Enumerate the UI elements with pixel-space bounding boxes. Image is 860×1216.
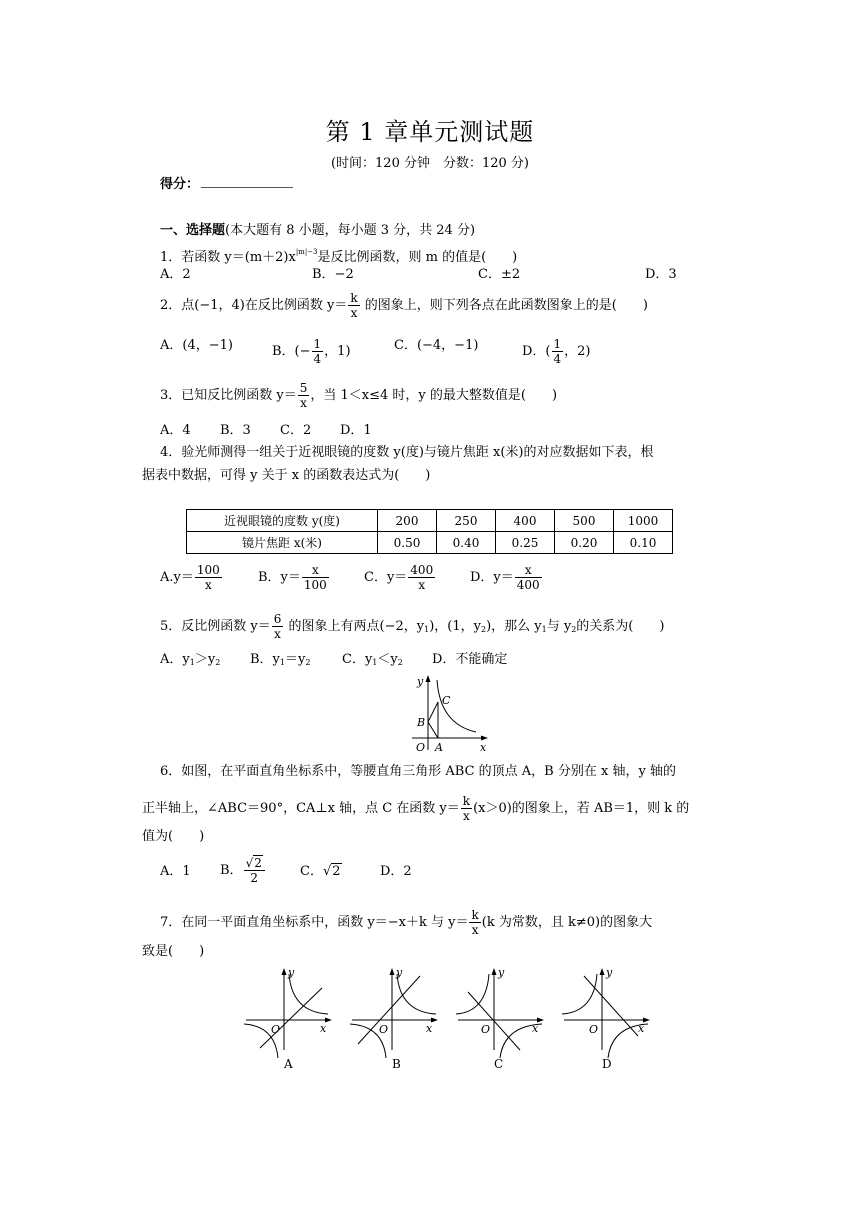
q6-opt-c-pre: C． [300, 864, 323, 879]
origin-label: O [481, 1023, 491, 1036]
q7-graph-a[interactable] [242, 962, 338, 1072]
q5-option-a[interactable] [160, 651, 220, 672]
q7-text-a: 7．在同一平面直角坐标系中，函数 y＝−x＋k 与 y＝ [160, 915, 469, 930]
q2-fraction [348, 291, 359, 320]
data-table [186, 509, 673, 554]
q4-opt-a-fraction [195, 563, 222, 592]
q3-option-c[interactable]: C．2 [280, 423, 312, 438]
score-label: 得分： [160, 177, 200, 192]
origin-label: O [271, 1023, 281, 1036]
q4-option-d[interactable] [470, 563, 543, 592]
q7-frac-den: x [471, 923, 479, 937]
q4-option-b[interactable] [258, 563, 330, 592]
point-a-label: A [435, 741, 443, 754]
q2-opt-b-num: 1 [313, 337, 322, 351]
line-graph [260, 988, 322, 1048]
hyperbola-branch [456, 974, 489, 1014]
q6-option-a[interactable]: A．1 [160, 864, 191, 879]
table-cell: 0.40 [437, 532, 496, 554]
q2-text-a: 2．点(−1，4)在反比例函数 y＝ [160, 298, 348, 313]
q5-sub: 1 [189, 658, 195, 667]
page-title: 第 1 章单元测试题 [325, 118, 535, 146]
q6-opt-b-num: √2 [244, 856, 265, 871]
q3-frac-num: 5 [299, 381, 308, 395]
q7-graph-d[interactable] [560, 962, 656, 1072]
x-axis-label: x [320, 1022, 327, 1035]
q2-opt-b-den: 4 [313, 352, 322, 366]
q3-text-a: 3．已知反比例函数 y＝ [160, 388, 297, 403]
q2-opt-d-post: ，2) [564, 344, 591, 359]
q5-text-a: 5．反比例函数 y＝ [160, 619, 271, 634]
q2-option-b[interactable] [272, 337, 351, 366]
q7-fraction [469, 908, 480, 937]
question-5-stem [160, 612, 664, 641]
q5-sub: 2 [571, 625, 577, 634]
table-cell: 250 [437, 510, 496, 532]
q7-graph-b[interactable] [348, 962, 444, 1072]
question-6-line3: 值为( ) [142, 829, 205, 844]
q5-text-d: )，那么 y [486, 619, 542, 634]
table-cell: 500 [555, 510, 614, 532]
graph-label: D [602, 1057, 612, 1071]
question-7-line2: 致是( ) [142, 944, 205, 959]
q5-opt-text: C．y [342, 652, 373, 667]
q5-sub: 2 [215, 658, 221, 667]
q5-sub: 1 [372, 658, 378, 667]
table-row-label: 镜片焦距 x(米) [187, 532, 378, 554]
y-axis-label: y [288, 966, 295, 979]
q2-frac-num: k [350, 291, 358, 305]
y-axis-arrow [600, 968, 605, 975]
question-6-line1: 6．如图，在平面直角坐标系中，等腰直角三角形 ABC 的顶点 A，B 分别在 x 轴，y 轴的 [160, 764, 676, 779]
origin-label: O [379, 1023, 389, 1036]
x-axis-label: x [480, 741, 487, 754]
table-cell: 0.25 [496, 532, 555, 554]
graph-label: C [494, 1057, 504, 1071]
table-cell: 0.20 [555, 532, 614, 554]
q4-opt-b-pre: B．y＝ [258, 570, 301, 585]
graph-label: A [284, 1057, 293, 1071]
q6-opt-b-fraction [244, 856, 265, 885]
q3-text-b: ，当 1＜x≤4 时，y 的最大整数值是( ) [310, 388, 558, 403]
q1-exponent: |m|−3 [295, 248, 318, 256]
q4-opt-c-pre: C．y＝ [364, 570, 408, 585]
q5-frac-num: 6 [273, 612, 282, 626]
q2-opt-d-num: 1 [553, 337, 562, 351]
q6-figure [404, 672, 496, 756]
q4-opt-c-den: x [418, 578, 426, 592]
q4-opt-a-pre: A.y＝ [160, 570, 194, 585]
q6-opt-b-den: 2 [250, 871, 259, 885]
score-field [160, 176, 293, 194]
q5-sub: 2 [305, 658, 311, 667]
table-row-label: 近视眼镜的度数 y(度) [187, 510, 378, 532]
q5-option-b[interactable] [250, 651, 310, 672]
q6-text-a: 正半轴上，∠ABC＝90°，CA⊥x 轴，点 C 在函数 y＝ [142, 801, 460, 816]
q6-option-b[interactable] [220, 856, 266, 885]
table-cell: 200 [378, 510, 437, 532]
q7-frac-num: k [471, 908, 479, 922]
q5-sub: 2 [397, 658, 403, 667]
x-axis-label: x [532, 1022, 539, 1035]
y-axis-arrow [426, 675, 431, 682]
q4-option-c[interactable] [364, 563, 436, 592]
q5-option-c[interactable] [342, 651, 403, 672]
q2-option-c[interactable]: C．(−4，−1) [394, 338, 479, 353]
origin-label: O [589, 1023, 599, 1036]
q6-frac-den: x [463, 809, 470, 823]
question-7-line1 [160, 908, 652, 937]
exam-info: (时间：120 分钟 分数：120 分) [330, 156, 530, 171]
q6-frac-num: k [462, 794, 471, 808]
q4-opt-c-fraction [408, 563, 435, 592]
radicand: 2 [254, 856, 262, 870]
table-row [187, 532, 673, 554]
point-b-label: B [417, 716, 426, 729]
y-axis-arrow [282, 968, 287, 975]
y-axis-arrow [390, 968, 395, 975]
q1-option-c[interactable]: C．±2 [478, 267, 521, 282]
x-axis-label: x [426, 1022, 433, 1035]
y-axis-label: y [396, 966, 403, 979]
table-cell: 0.50 [378, 532, 437, 554]
question-4-line1: 4．验光师测得一组关于近视眼镜的度数 y(度)与镜片焦距 x(米)的对应数据如下表，根 [160, 445, 654, 460]
x-axis-label: x [638, 1022, 645, 1035]
q2-text-b: 的图象上，则下列各点在此函数图象上的是( ) [360, 298, 648, 313]
q4-opt-d-pre: D．y＝ [470, 570, 514, 585]
q6-opt-b-pre: B． [220, 863, 243, 878]
score-blank [201, 177, 293, 188]
q5-sub: 1 [541, 625, 547, 634]
table-cell: 0.10 [614, 532, 673, 554]
y-axis-label: y [417, 675, 424, 688]
question-1-stem [160, 243, 517, 267]
x-axis-arrow [481, 736, 488, 741]
point-c-label: C [442, 694, 451, 707]
q4-opt-b-num: x [302, 563, 329, 578]
y-axis-arrow [492, 968, 497, 975]
graph-label: B [392, 1057, 401, 1071]
question-6-line2 [142, 794, 689, 823]
q1-option-b[interactable]: B．−2 [312, 267, 354, 282]
hyperbola-branch [289, 974, 328, 1014]
q3-fraction [298, 381, 310, 410]
y-axis-label: y [606, 966, 613, 979]
radicand: 2 [332, 864, 341, 879]
q1-option-a[interactable]: A．2 [160, 267, 191, 282]
q3-frac-den: x [300, 396, 307, 410]
line-graph [358, 976, 420, 1044]
q2-opt-d-pre: D．( [522, 344, 551, 359]
q2-opt-d-den: 4 [553, 352, 562, 366]
q5-opt-text: ＜y [377, 652, 398, 667]
q1-text-a: 1．若函数 y＝(m＋2)x [160, 250, 296, 265]
q4-opt-d-den: 400 [516, 578, 540, 592]
q4-opt-b-den: 100 [303, 578, 327, 592]
table-cell: 400 [496, 510, 555, 532]
q5-text-e: 与 y [546, 619, 572, 634]
question-4-line2: 据表中数据，可得 y 关于 x 的函数表达式为( ) [142, 468, 431, 483]
q6-option-c[interactable]: C．√2 [300, 864, 341, 879]
question-2-stem [160, 291, 648, 320]
y-axis-label: y [498, 966, 505, 979]
q5-sub: 1 [279, 658, 285, 667]
q2-opt-b-fraction [312, 337, 324, 366]
q5-fraction [272, 612, 284, 641]
q5-frac-den: x [274, 627, 281, 641]
q1-option-d[interactable]: D．3 [645, 267, 677, 282]
q5-text-f: 的关系为( ) [576, 619, 665, 634]
table-cell: 1000 [614, 510, 673, 532]
segment-ab [428, 722, 438, 738]
q4-opt-a-num: 100 [196, 563, 220, 577]
q2-opt-d-fraction [552, 337, 564, 366]
segment-bc [428, 702, 438, 722]
q2-frac-den: x [350, 306, 358, 320]
question-3-stem [160, 381, 557, 410]
q4-opt-d-fraction [515, 563, 542, 592]
q5-opt-text: A．y [160, 652, 190, 667]
q1-text-b: 是反比例函数，则 m 的值是( ) [317, 250, 518, 265]
q5-sub: 1 [424, 625, 430, 634]
q6-text-b: (x＞0)的图象上，若 AB＝1，则 k 的 [473, 801, 690, 816]
hyperbola-branch [562, 974, 597, 1014]
q5-text-c: )，(1，y [429, 619, 481, 634]
q2-opt-b-post: ，1) [324, 344, 351, 359]
q2-opt-b-pre: B．(− [272, 344, 311, 359]
q5-sub: 2 [480, 625, 487, 634]
q3-option-b[interactable]: B．3 [220, 423, 251, 438]
section-title: 一、选择题 [160, 223, 226, 238]
q5-option-d[interactable]: D．不能确定 [432, 652, 508, 667]
q4-opt-d-num: x [515, 563, 542, 578]
q6-option-d[interactable]: D．2 [380, 864, 412, 879]
q3-option-d[interactable]: D．1 [340, 423, 372, 438]
q5-opt-text: ＞y [194, 652, 216, 667]
q6-fraction [461, 794, 472, 823]
origin-label: O [416, 741, 426, 754]
q4-opt-a-den: x [204, 578, 212, 592]
q4-opt-b-fraction [302, 563, 329, 592]
table-row [187, 510, 673, 532]
q5-opt-text: B．y [250, 652, 280, 667]
q3-option-a[interactable]: A．4 [160, 423, 191, 438]
q5-opt-text: ＝y [285, 652, 306, 667]
section-note: (本大题有 8 小题，每小题 3 分，共 24 分) [225, 223, 476, 238]
q7-graph-c[interactable] [454, 962, 550, 1072]
q2-option-a[interactable]: A．(4，−1) [160, 338, 233, 353]
q4-option-a[interactable] [160, 563, 223, 592]
q2-option-d[interactable] [522, 337, 590, 366]
q5-text-b: 的图象上有两点(−2，y [284, 619, 425, 634]
section-heading [160, 222, 475, 240]
q7-text-b: (k 为常数，且 k≠0)的图象大 [481, 915, 653, 930]
q4-opt-c-num: 400 [410, 563, 434, 577]
